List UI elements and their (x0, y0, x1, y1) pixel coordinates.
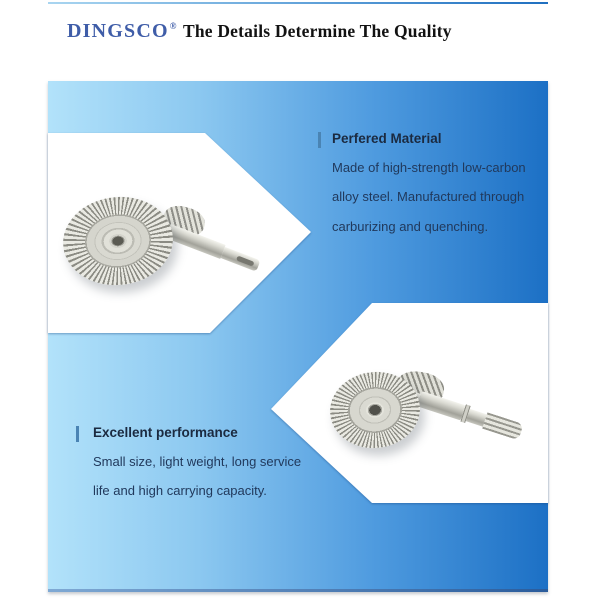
gear-photo-2 (330, 372, 550, 472)
registered-trademark-icon: ® (169, 21, 177, 32)
accent-bar (318, 132, 321, 148)
feature-line: life and high carrying capacity. (93, 483, 267, 498)
shaft-keyway (236, 255, 255, 266)
feature-line: Small size, light weight, long service (93, 453, 302, 469)
gear-shaft-2 (405, 386, 524, 440)
feature-line: Made of high-strength low-carbon (332, 159, 526, 175)
gear-photo-1 (63, 197, 293, 307)
feature-block-performance (76, 425, 301, 499)
feature-heading-text: Excellent performance (93, 425, 238, 440)
page-title: The Details Determine The Quality (183, 21, 452, 41)
shaft-segment (221, 246, 261, 271)
top-accent-rule (48, 2, 548, 4)
feature-line: alloy steel. Manufactured through (332, 189, 525, 204)
feature-heading (76, 425, 301, 440)
panel-bottom-edge (48, 589, 548, 592)
feature-line: carburizing and quenching. (332, 218, 489, 234)
accent-bar (76, 426, 79, 442)
brand-logo (67, 20, 176, 43)
bevel-gear-disc-1 (59, 191, 178, 290)
gradient-panel (48, 81, 548, 592)
shaft-spline-end (482, 412, 523, 440)
feature-heading (318, 131, 526, 146)
gear-shaft-1 (164, 223, 261, 272)
feature-block-material (318, 131, 526, 235)
feature-heading-text: Perfered Material (332, 131, 442, 146)
brand-name: DINGSCO (67, 20, 169, 42)
shaft-segment (417, 391, 466, 420)
